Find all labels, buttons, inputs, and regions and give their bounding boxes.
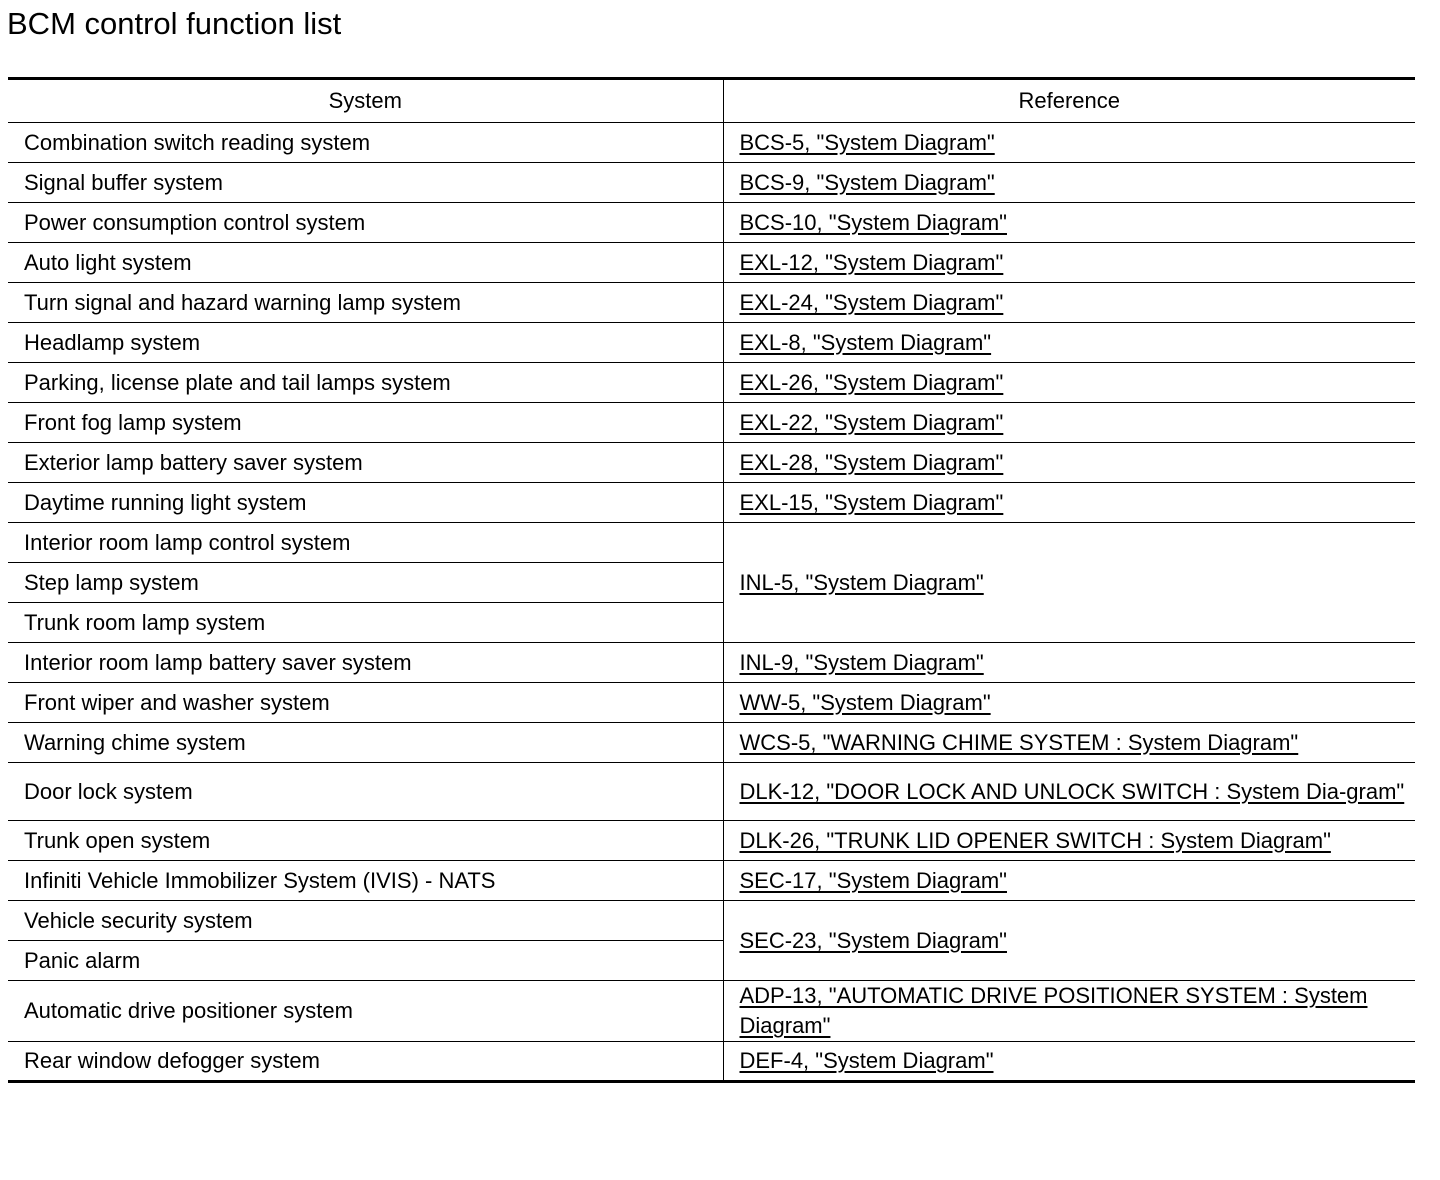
reference-cell (723, 643, 1415, 683)
reference-cell (723, 123, 1415, 163)
reference-link[interactable]: DEF-4, "System Diagram" (739, 1048, 994, 1073)
table-row (8, 483, 1415, 523)
function-table (8, 77, 1415, 1083)
reference-cell (723, 523, 1415, 643)
system-cell: Front fog lamp system (8, 403, 723, 443)
page-title: BCM control function list (7, 6, 342, 41)
reference-cell (723, 861, 1415, 901)
table-row (8, 243, 1415, 283)
system-cell: Headlamp system (8, 323, 723, 363)
reference-link[interactable]: BCS-9, "System Diagram" (739, 169, 995, 195)
table-header-row (8, 79, 1415, 123)
system-cell: Daytime running light system (8, 483, 723, 523)
system-cell: Vehicle security system (8, 901, 723, 941)
reference-link[interactable]: EXL-15, "System Diagram" (739, 489, 1004, 515)
reference-cell (723, 243, 1415, 283)
reference-link[interactable]: DLK-26, "TRUNK LID OPENER SWITCH : System Diagram" (739, 827, 1331, 853)
system-cell: Turn signal and hazard warning lamp system (8, 283, 723, 323)
reference-cell (723, 683, 1415, 723)
table-row (8, 523, 1415, 563)
table-row (8, 763, 1415, 821)
table-row (8, 403, 1415, 443)
reference-cell (723, 483, 1415, 523)
system-cell: Infiniti Vehicle Immobilizer System (IVIS) - NATS (8, 861, 723, 901)
table-row (8, 363, 1415, 403)
system-cell: Power consumption control system (8, 203, 723, 243)
reference-link[interactable]: EXL-28, "System Diagram" (739, 449, 1004, 475)
reference-cell (723, 821, 1415, 861)
reference-cell (723, 723, 1415, 763)
table-row (8, 443, 1415, 483)
reference-cell (723, 403, 1415, 443)
reference-cell (723, 443, 1415, 483)
reference-link[interactable]: WCS-5, "WARNING CHIME SYSTEM : System Diagram" (739, 729, 1299, 755)
reference-link[interactable]: DLK-12, "DOOR LOCK AND UNLOCK SWITCH : System Dia-gram" (739, 778, 1405, 804)
table-row (8, 821, 1415, 861)
table-row (8, 901, 1415, 941)
system-cell: Door lock system (8, 763, 723, 821)
system-cell: Front wiper and washer system (8, 683, 723, 723)
system-cell: Trunk room lamp system (8, 603, 723, 643)
system-cell: Automatic drive positioner system (8, 981, 723, 1042)
table-row (8, 163, 1415, 203)
table-row (8, 683, 1415, 723)
system-cell: Panic alarm (8, 941, 723, 981)
table-row (8, 323, 1415, 363)
system-cell: Combination switch reading system (8, 123, 723, 163)
reference-cell (723, 901, 1415, 981)
reference-cell (723, 283, 1415, 323)
table-row (8, 203, 1415, 243)
table-row (8, 1042, 1415, 1082)
reference-link[interactable]: EXL-26, "System Diagram" (739, 369, 1004, 395)
reference-link[interactable]: SEC-23, "System Diagram" (739, 927, 1007, 953)
system-cell: Warning chime system (8, 723, 723, 763)
system-cell: Interior room lamp control system (8, 523, 723, 563)
system-cell: Step lamp system (8, 563, 723, 603)
reference-cell (723, 763, 1415, 821)
reference-link[interactable]: ADP-13, "AUTOMATIC DRIVE POSITIONER SYSTEM : System Diagram" (739, 983, 1368, 1038)
reference-link[interactable]: EXL-12, "System Diagram" (739, 249, 1004, 275)
reference-cell (723, 323, 1415, 363)
reference-cell (723, 163, 1415, 203)
reference-link[interactable]: SEC-17, "System Diagram" (739, 867, 1007, 893)
system-cell: Parking, license plate and tail lamps system (8, 363, 723, 403)
reference-cell (723, 363, 1415, 403)
reference-link[interactable]: BCS-5, "System Diagram" (739, 129, 995, 155)
system-cell: Rear window defogger system (8, 1042, 723, 1082)
system-cell: Auto light system (8, 243, 723, 283)
table-row (8, 123, 1415, 163)
reference-link[interactable]: EXL-22, "System Diagram" (739, 409, 1004, 435)
system-cell: Signal buffer system (8, 163, 723, 203)
reference-link[interactable]: EXL-8, "System Diagram" (739, 329, 992, 355)
reference-link[interactable]: WW-5, "System Diagram" (739, 689, 991, 715)
reference-link[interactable]: BCS-10, "System Diagram" (739, 209, 1007, 235)
reference-link[interactable]: INL-5, "System Diagram" (739, 569, 984, 595)
column-header-reference: Reference (723, 79, 1415, 123)
system-cell: Exterior lamp battery saver system (8, 443, 723, 483)
table-row (8, 981, 1415, 1042)
table-row (8, 643, 1415, 683)
system-cell: Interior room lamp battery saver system (8, 643, 723, 683)
column-header-system: System (8, 79, 723, 123)
reference-cell (723, 981, 1415, 1042)
reference-link[interactable]: INL-9, "System Diagram" (739, 649, 984, 675)
table-row (8, 861, 1415, 901)
table-row (8, 723, 1415, 763)
reference-cell (723, 1042, 1415, 1082)
reference-link[interactable]: EXL-24, "System Diagram" (739, 289, 1004, 315)
reference-cell (723, 203, 1415, 243)
system-cell: Trunk open system (8, 821, 723, 861)
table-row (8, 283, 1415, 323)
